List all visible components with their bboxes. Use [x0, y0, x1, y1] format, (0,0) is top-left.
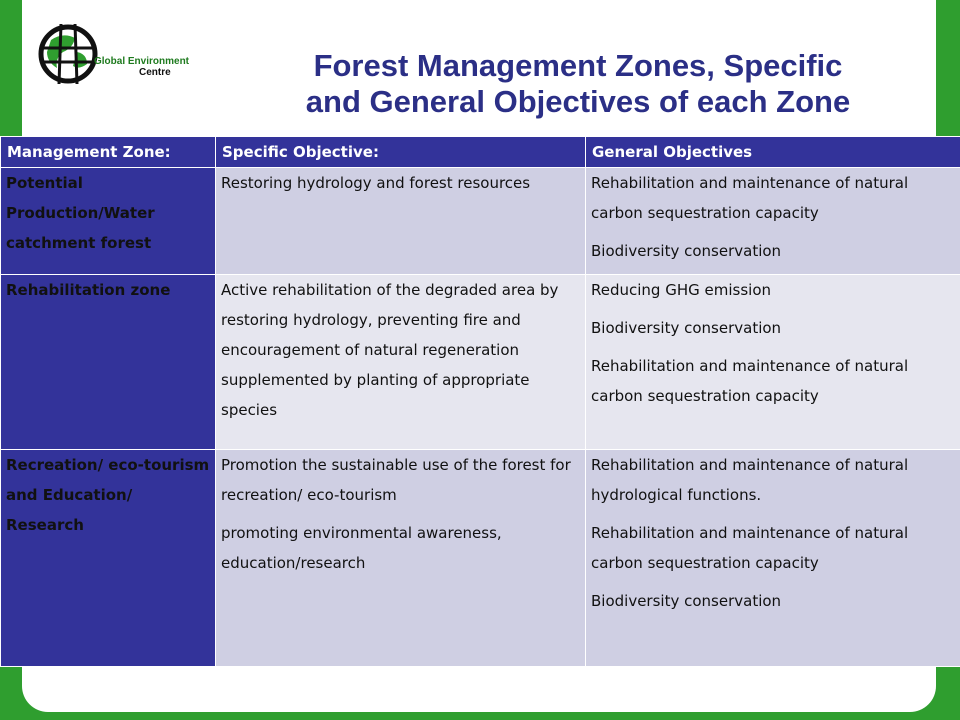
- specific-objective-cell: [216, 275, 586, 450]
- specific-objective-text: Promotion the sustainable use of the forest for recreation/ eco-tourism: [221, 456, 571, 504]
- general-objective-text: Biodiversity conservation: [591, 592, 782, 610]
- general-objective-text: Biodiversity conservation: [591, 242, 782, 260]
- specific-objective-text: Active rehabilitation of the degraded area by restoring hydrology, preventing fire and encouragement of natural regeneration supplemented by planting of appropriate species: [221, 281, 559, 419]
- title-line2: and General Objectives of each Zone: [305, 84, 851, 119]
- title-line1: Forest Management Zones, Specific: [313, 48, 843, 83]
- general-objective-text: Rehabilitation and maintenance of natural hydrological functions.: [591, 456, 909, 504]
- general-objectives-cell: [586, 450, 960, 667]
- table-row: [1, 450, 960, 667]
- general-objectives-cell: [586, 275, 960, 450]
- globe-leaf-icon: [33, 18, 103, 88]
- general-objective-text: Rehabilitation and maintenance of natural carbon sequestration capacity: [591, 524, 909, 572]
- general-objective-text: Biodiversity conservation: [591, 319, 782, 337]
- header-management-zone: Management Zone:: [1, 137, 216, 168]
- specific-objective-cell: [216, 168, 586, 275]
- table-row: [1, 168, 960, 275]
- logo-wordmark: [94, 56, 189, 78]
- general-objective-text: Reducing GHG emission: [591, 281, 771, 299]
- page-title: [228, 48, 928, 120]
- specific-objective-text: Restoring hydrology and forest resources: [221, 174, 531, 192]
- header-specific-objective: Specific Objective:: [216, 137, 586, 168]
- specific-objective-cell: [216, 450, 586, 667]
- specific-objective-text: promoting environmental awareness, education/research: [221, 524, 502, 572]
- general-objective-text: Rehabilitation and maintenance of natural carbon sequestration capacity: [591, 357, 909, 405]
- table-header-row: [1, 137, 960, 168]
- zone-cell: Potential Production/Water catchment forest: [1, 168, 216, 275]
- logo-line1: Global Environment: [94, 56, 190, 67]
- header-general-objectives: General Objectives: [586, 137, 960, 168]
- zone-cell: Recreation/ eco-tourism and Education/ Research: [1, 450, 216, 667]
- zones-table: [0, 136, 960, 667]
- logo-line2: Centre: [139, 67, 171, 78]
- zone-cell: Rehabilitation zone: [1, 275, 216, 450]
- general-objective-text: Rehabilitation and maintenance of natural carbon sequestration capacity: [591, 174, 909, 222]
- table-row: [1, 275, 960, 450]
- general-objectives-cell: [586, 168, 960, 275]
